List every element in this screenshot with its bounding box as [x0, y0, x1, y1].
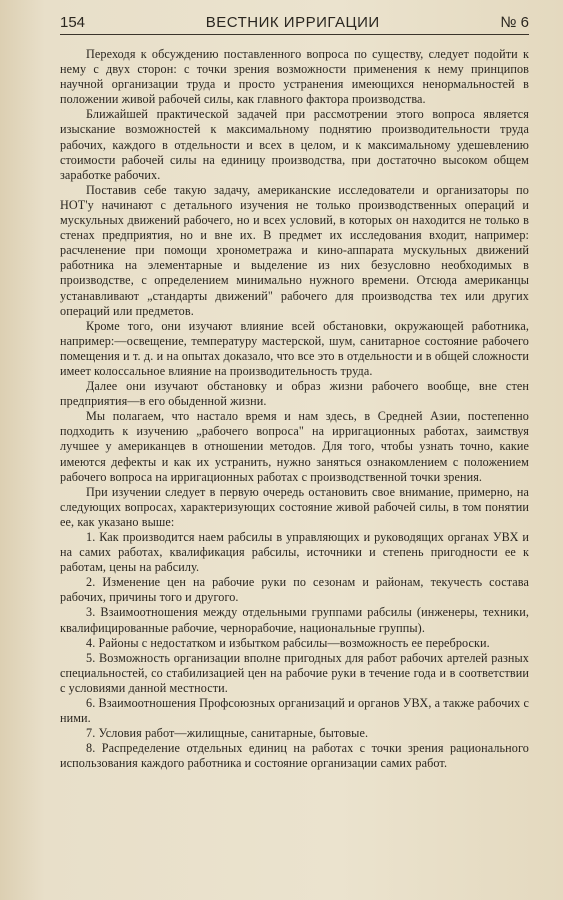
journal-title: ВЕСТНИК ИРРИГАЦИИ	[205, 14, 380, 31]
issue-number: № 6	[500, 14, 529, 31]
paragraph: Ближайшей практической задачей при рассмотрении этого вопроса является изыскание возможностей к максимальному поднятию производительности труда рабочих, каждого в отдельности и всех в целом, и к максимальному удешевлению стоимости рабочей силы на единицу производства, при достаточно высоком общем заработке рабочих.	[60, 107, 529, 182]
paragraph: При изучении следует в первую очередь остановить свое внимание, примерно, на следующих вопросах, характеризующих состояние живой рабочей силы, в том понятии ее, как указано выше:	[60, 484, 529, 529]
list-item: 2. Изменение цен на рабочие руки по сезонам и районам, текучесть состава рабочих, причины того и другого.	[60, 575, 529, 605]
paragraph: Поставив себе такую задачу, американские исследователи и организаторы по НОТ'у начинают с детального изучения не только производственных операций и мускульных движений рабочего, но и всех условий, в которых он находится не только в стенах предприятия, но и вне их. В предмет их исследования входит, например: расчленение при помощи хронометража и кино-аппарата мускульных движений работника на элементарные и выделение из них безусловно необходимых в производстве, с определением минимально нужного времени. Отсюда американцы устанавливают „стандарты движений" рабочего для производства тех или других операций или предметов.	[60, 182, 529, 318]
list-item: 4. Районы с недостатком и избытком рабсилы—возможность ее переброски.	[86, 635, 490, 650]
page-number: 154	[60, 14, 86, 31]
running-head	[60, 14, 529, 35]
article-body	[60, 47, 529, 772]
paragraph: Кроме того, они изучают влияние всей обстановки, окружающей работника, например:—освещение, температуру мастерской, шум, санитарное состояние рабочего помещения и т. д. и на опытах доказало, что все это в отдельности и в общей сложности имеет колоссальное влияние на производительность труда.	[60, 318, 529, 378]
list-item: 5. Возможность организации вполне пригодных для работ рабочих артелей разных специальностей, со стабилизацией цен на рабочие руки в течение года и в соответствии с условиями данной местности.	[60, 650, 529, 695]
paragraph: Переходя к обсуждению поставленного вопроса по существу, следует подойти к нему с двух сторон: с точки зрения возможности применения к нему принципов научной организации труда и просто устранения имеющихся ненормальностей в положении живой рабочей силы, как главного фактора производства.	[60, 47, 529, 107]
list-item: 7. Условия работ—жилищные, санитарные, бытовые.	[86, 726, 369, 741]
list-item: 8. Распределение отдельных единиц на работах с точки зрения рационального использования каждого работника и состояние организации самих работ.	[60, 741, 529, 771]
paragraph: Мы полагаем, что настало время и нам здесь, в Средней Азии, постепенно подходить к изучению „рабочего вопроса" на ирригационных работах, заимствуя лучшее у американцев в отношении методов. Для того, чтобы узнать точно, какие имеются дефекты и как их устранить, нужно заняться ознакомлением с положением рабочего вопроса на ирригационных работах с производственной точки зрения.	[60, 409, 529, 484]
list-item: 1. Как производится наем рабсилы в управляющих и руководящих органах УВХ и на самих работах, квалификация рабсилы, источники и степень пригодности ее к работам, цены на рабсилу.	[60, 530, 529, 575]
list-item: 6. Взаимоотношения Профсоюзных организаций и органов УВХ, а также рабочих с ними.	[60, 696, 529, 726]
list-item: 3. Взаимоотношения между отдельными группами рабсилы (инженеры, техники, квалифицированные рабочие, чернорабочие, национальные группы).	[60, 605, 529, 635]
paragraph: Далее они изучают обстановку и образ жизни рабочего вообще, вне стен предприятия—в его обыденной жизни.	[60, 379, 529, 409]
